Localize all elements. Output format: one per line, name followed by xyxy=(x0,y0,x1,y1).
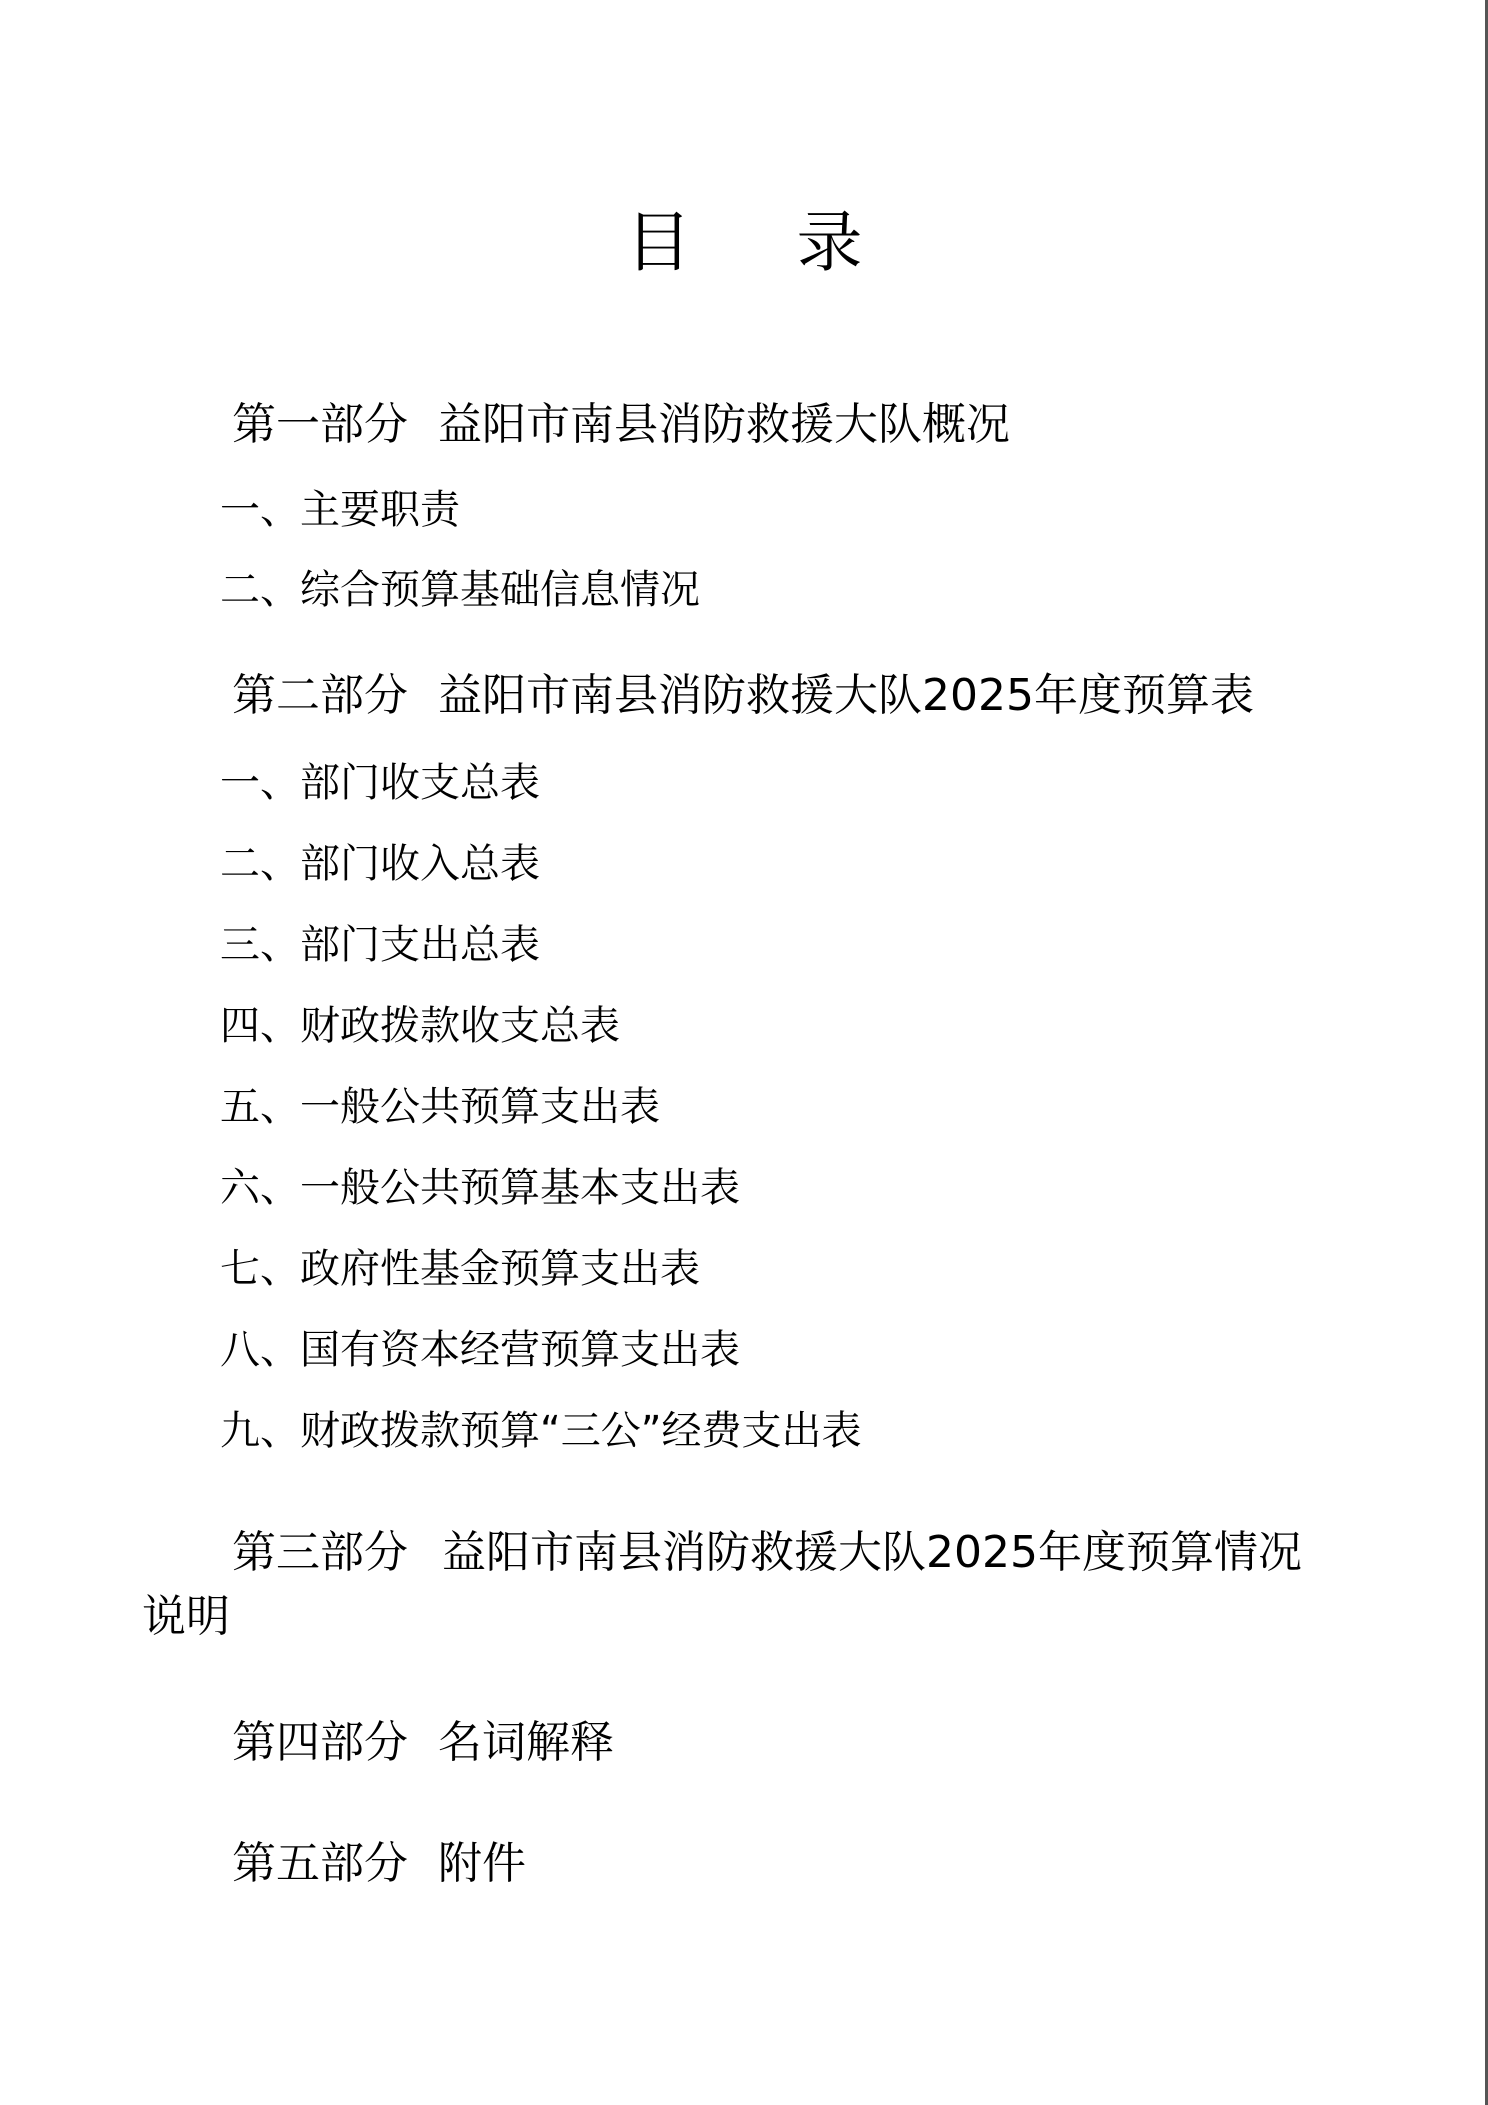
part-name: 益阳市南县消防救援大队2025年度预算情况 xyxy=(442,1527,1302,1578)
part-name: 益阳市南县消防救援大队概况 xyxy=(438,399,1010,450)
part-number: 第三部分 xyxy=(232,1527,408,1578)
toc-item-2-1[interactable]: 一、部门收支总表 xyxy=(220,760,540,806)
toc-item-2-9[interactable]: 九、财政拨款预算“三公”经费支出表 xyxy=(220,1408,862,1454)
part-name: 附件 xyxy=(438,1838,526,1889)
toc-title-char-2: 录 xyxy=(796,204,863,281)
part-line-1 xyxy=(232,1522,1302,1584)
toc-item-2-6[interactable]: 六、一般公共预算基本支出表 xyxy=(220,1165,740,1211)
part-number: 第五部分 xyxy=(232,1838,408,1889)
toc-item-1-1[interactable]: 一、主要职责 xyxy=(220,487,460,533)
toc-item-2-8[interactable]: 八、国有资本经营预算支出表 xyxy=(220,1327,740,1373)
toc-item-2-2[interactable]: 二、部门收入总表 xyxy=(220,841,540,887)
part-number: 第二部分 xyxy=(232,670,408,721)
part-number: 第一部分 xyxy=(232,399,408,450)
part-name-continued: 说明 xyxy=(142,1591,230,1642)
toc-item-2-5[interactable]: 五、一般公共预算支出表 xyxy=(220,1084,660,1130)
toc-title-char-1: 目 xyxy=(625,204,692,281)
part-number: 第四部分 xyxy=(232,1717,408,1768)
part-name: 名词解释 xyxy=(438,1717,614,1768)
toc-item-2-3[interactable]: 三、部门支出总表 xyxy=(220,922,540,968)
toc-item-2-4[interactable]: 四、财政拨款收支总表 xyxy=(220,1003,620,1049)
part-name: 益阳市南县消防救援大队2025年度预算表 xyxy=(438,670,1254,721)
toc-item-1-2[interactable]: 二、综合预算基础信息情况 xyxy=(220,567,700,613)
toc-title xyxy=(0,198,1488,288)
toc-item-2-7[interactable]: 七、政府性基金预算支出表 xyxy=(220,1246,700,1292)
